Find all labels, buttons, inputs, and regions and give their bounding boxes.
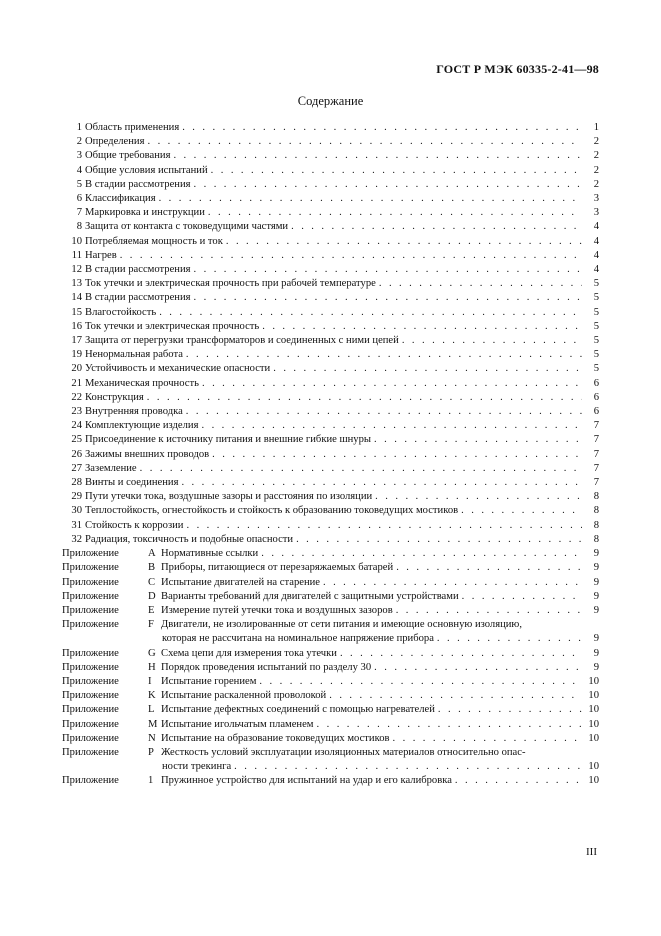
appendix-prefix: Приложение — [62, 718, 119, 730]
toc-appendix-entry[interactable] — [62, 718, 599, 732]
toc-leader-dots — [393, 732, 583, 746]
toc-appendix-entry[interactable] — [62, 746, 599, 760]
appendix-prefix: Приложение — [62, 576, 119, 588]
toc-entry-title: Присоединение к источнику питания и внешние гибкие шнуры — [85, 434, 372, 446]
toc-entry[interactable] — [62, 433, 599, 447]
toc-entry[interactable] — [62, 362, 599, 376]
toc-appendix-entry[interactable] — [62, 547, 599, 561]
toc-entry-number: 11 — [71, 249, 82, 261]
toc-leader-dots — [147, 391, 582, 405]
appendix-page: 10 — [588, 675, 599, 687]
appendix-title-continuation: которая не рассчитана на номинальное напряжение прибора — [162, 633, 434, 645]
toc-leader-dots — [461, 504, 582, 518]
toc-entry-page: 3 — [593, 207, 599, 219]
appendix-prefix: Приложение — [62, 647, 119, 659]
toc-entry-number: 24 — [71, 420, 82, 432]
toc-entry[interactable] — [62, 462, 599, 476]
toc-entry-page: 5 — [593, 363, 599, 375]
page-number: III — [586, 846, 597, 858]
toc-leader-dots — [374, 433, 582, 447]
appendix-letter: D — [148, 590, 156, 602]
toc-leader-dots — [340, 647, 582, 661]
appendix-page: 10 — [588, 732, 599, 744]
toc-entry[interactable] — [62, 149, 599, 163]
toc-entry-number: 12 — [71, 264, 82, 276]
toc-entry-page: 4 — [593, 249, 599, 261]
appendix-title: Испытание двигателей на старение — [161, 576, 320, 588]
appendix-title: Жесткость условий эксплуатации изоляционных материалов относительно опас- — [161, 746, 526, 758]
toc-leader-dots — [201, 419, 582, 433]
toc-entry[interactable] — [62, 235, 599, 249]
toc-entry-page: 7 — [593, 462, 599, 474]
toc-entry-number: 17 — [71, 335, 82, 347]
toc-entry[interactable] — [62, 277, 599, 291]
toc-entry-title: Потребляемая мощность и ток — [85, 235, 223, 247]
appendix-title: Испытание горением — [161, 675, 257, 687]
appendix-title: Испытание на образование токоведущих мостиков — [161, 732, 390, 744]
toc-entry[interactable] — [62, 121, 599, 135]
appendix-letter: 1 — [148, 775, 154, 787]
toc-leader-dots — [259, 675, 582, 689]
toc-entry-page: 5 — [593, 278, 599, 290]
toc-entry[interactable] — [62, 504, 599, 518]
toc-entry[interactable] — [62, 192, 599, 206]
appendix-prefix: Приложение — [62, 562, 119, 574]
appendix-letter: K — [148, 690, 156, 702]
toc-entry-page: 8 — [593, 491, 599, 503]
toc-leader-dots — [159, 192, 582, 206]
toc-entry-number: 4 — [76, 164, 82, 176]
toc-entry-page: 4 — [593, 235, 599, 247]
toc-leader-dots — [317, 718, 582, 732]
appendix-prefix: Приложение — [62, 661, 119, 673]
appendix-page: 9 — [593, 647, 599, 659]
toc-entry-title: Защита от контакта с токоведущими частями — [85, 221, 289, 233]
toc-entry-number: 29 — [71, 491, 82, 503]
document-code: ГОСТ Р МЭК 60335-2-41—98 — [436, 62, 599, 76]
toc-leader-dots — [226, 235, 582, 249]
toc-entry-number: 16 — [71, 320, 82, 332]
toc-entry-page: 2 — [593, 150, 599, 162]
toc-entry-title: В стадии рассмотрения — [85, 178, 191, 190]
toc-entry-number: 27 — [71, 462, 82, 474]
toc-entry-page: 7 — [593, 434, 599, 446]
appendix-page: 9 — [593, 576, 599, 588]
toc-leader-dots — [194, 263, 583, 277]
toc-entry-page: 7 — [593, 477, 599, 489]
toc-entry-page: 6 — [593, 391, 599, 403]
toc-entry-title: Влагостойкость — [85, 306, 157, 318]
toc-entry[interactable] — [62, 320, 599, 334]
toc-leader-dots — [437, 632, 582, 646]
toc-entry-number: 13 — [71, 278, 82, 290]
appendix-title: Нормативные ссылки — [161, 548, 259, 560]
toc-entry-number: 3 — [76, 150, 82, 162]
toc-entry-title: Общие условия испытаний — [85, 164, 208, 176]
toc-entry-page: 4 — [593, 264, 599, 276]
table-of-contents — [62, 121, 599, 789]
toc-entry-page: 6 — [593, 406, 599, 418]
toc-entry-title: Теплостойкость, огнестойкость и стойкость к образованию токоведущих мостиков — [85, 505, 459, 517]
toc-entry-title: Механическая прочность — [85, 377, 199, 389]
toc-leader-dots — [120, 249, 582, 263]
appendix-letter: L — [148, 704, 155, 716]
toc-entry-page: 2 — [593, 136, 599, 148]
toc-entry-number: 15 — [71, 306, 82, 318]
toc-leader-dots — [181, 476, 582, 490]
toc-entry-page: 2 — [593, 178, 599, 190]
toc-appendix-entry[interactable] — [62, 774, 599, 788]
appendix-page: 9 — [593, 562, 599, 574]
toc-entry-title: Винты и соединения — [85, 477, 179, 489]
toc-leader-dots — [291, 220, 582, 234]
toc-entry-page: 7 — [593, 448, 599, 460]
appendix-letter: A — [148, 548, 156, 560]
toc-leader-dots — [396, 604, 582, 618]
toc-entry[interactable] — [62, 220, 599, 234]
toc-entry-title: Ненормальная работа — [85, 349, 183, 361]
appendix-letter: F — [148, 619, 154, 631]
toc-entry[interactable] — [62, 533, 599, 547]
toc-entry[interactable] — [62, 135, 599, 149]
toc-leader-dots — [455, 774, 582, 788]
appendix-title: Измерение путей утечки тока и воздушных зазоров — [161, 604, 393, 616]
toc-entry[interactable] — [62, 519, 599, 533]
toc-appendix-entry[interactable] — [62, 732, 599, 746]
toc-entry-number: 22 — [71, 391, 82, 403]
toc-entry-number: 21 — [71, 377, 82, 389]
toc-entry-title: Конструкция — [85, 391, 144, 403]
toc-leader-dots — [212, 448, 582, 462]
appendix-title: Варианты требований для двигателей с защитными устройствами — [161, 590, 459, 602]
appendix-title: Приборы, питающиеся от перезаряжаемых батарей — [161, 562, 394, 574]
toc-entry-page: 8 — [593, 533, 599, 545]
appendix-prefix: Приложение — [62, 690, 119, 702]
toc-entry-number: 20 — [71, 363, 82, 375]
toc-entry[interactable] — [62, 249, 599, 263]
toc-entry-page: 3 — [593, 193, 599, 205]
toc-entry[interactable] — [62, 206, 599, 220]
toc-entry-title: Зажимы внешних проводов — [85, 448, 210, 460]
toc-leader-dots — [173, 149, 582, 163]
toc-appendix-entry[interactable] — [62, 675, 599, 689]
toc-appendix-entry[interactable] — [62, 689, 599, 703]
appendix-prefix: Приложение — [62, 548, 119, 560]
toc-leader-dots — [379, 277, 582, 291]
appendix-page: 9 — [593, 661, 599, 673]
appendix-letter: B — [148, 562, 156, 574]
toc-entry[interactable] — [62, 334, 599, 348]
toc-entry-title: Устойчивость и механические опасности — [85, 363, 271, 375]
toc-appendix-continuation — [62, 760, 599, 774]
toc-leader-dots — [186, 405, 582, 419]
appendix-prefix: Приложение — [62, 675, 119, 687]
toc-leader-dots — [194, 178, 583, 192]
appendix-prefix: Приложение — [62, 775, 119, 787]
toc-entry-title: Общие требования — [85, 150, 171, 162]
toc-leader-dots — [375, 490, 582, 504]
toc-appendix-entry[interactable] — [62, 703, 599, 717]
toc-leader-dots — [182, 121, 582, 135]
appendix-title: Двигатели, не изолированные от сети питания и имеющие основную изоляцию, — [161, 619, 522, 631]
toc-entry-number: 31 — [71, 519, 82, 531]
appendix-title: Испытание раскаленной проволокой — [161, 690, 327, 702]
appendix-prefix: Приложение — [62, 619, 119, 631]
toc-leader-dots — [462, 590, 582, 604]
toc-entry-number: 23 — [71, 406, 82, 418]
toc-entry[interactable] — [62, 164, 599, 178]
appendix-page: 10 — [588, 775, 599, 787]
appendix-letter: C — [148, 576, 156, 588]
toc-entry-page: 8 — [593, 505, 599, 517]
appendix-letter: G — [148, 647, 156, 659]
toc-entry[interactable] — [62, 306, 599, 320]
toc-entry-title: Область применения — [85, 122, 180, 133]
toc-leader-dots — [262, 320, 582, 334]
appendix-page: 10 — [588, 761, 599, 773]
appendix-page: 9 — [593, 590, 599, 602]
toc-leader-dots — [234, 760, 582, 774]
appendix-letter: P — [148, 746, 154, 758]
toc-leader-dots — [194, 291, 583, 305]
toc-entry-page: 4 — [593, 221, 599, 233]
toc-entry-number: 14 — [71, 292, 82, 304]
toc-appendix-entry[interactable] — [62, 561, 599, 575]
toc-entry-title: Определения — [85, 136, 145, 148]
appendix-title: Испытание дефектных соединений с помощью нагревателей — [161, 704, 435, 716]
toc-leader-dots — [186, 519, 582, 533]
toc-entry-page: 5 — [593, 320, 599, 332]
toc-entry-page: 6 — [593, 377, 599, 389]
appendix-title: Испытание игольчатым пламенем — [161, 718, 314, 730]
appendix-prefix: Приложение — [62, 604, 119, 616]
toc-entry-page: 5 — [593, 335, 599, 347]
toc-entry-page: 1 — [593, 122, 599, 133]
toc-leader-dots — [159, 306, 582, 320]
toc-leader-dots — [140, 462, 582, 476]
toc-leader-dots — [211, 164, 582, 178]
toc-entry-title: Маркировка и инструкции — [85, 207, 205, 219]
toc-entry-number: 28 — [71, 477, 82, 489]
toc-entry[interactable] — [62, 476, 599, 490]
toc-entry-number: 30 — [71, 505, 82, 517]
toc-entry-title: Нагрев — [85, 249, 117, 261]
toc-entry-number: 6 — [76, 193, 82, 205]
toc-appendix-entry[interactable] — [62, 647, 599, 661]
appendix-letter: M — [148, 718, 158, 730]
toc-entry-number: 10 — [71, 235, 82, 247]
toc-entry-number: 7 — [76, 207, 82, 219]
toc-entry-number: 5 — [76, 178, 82, 190]
toc-leader-dots — [296, 533, 582, 547]
toc-entry-number: 2 — [76, 136, 82, 148]
appendix-prefix: Приложение — [62, 704, 119, 716]
toc-appendix-entry[interactable] — [62, 618, 599, 632]
toc-leader-dots — [396, 561, 582, 575]
toc-entry-number: 25 — [71, 434, 82, 446]
toc-entry-title: Защита от перегрузки трансформаторов и соединенных с ними цепей — [85, 335, 399, 347]
toc-entry-title: Комплектующие изделия — [85, 420, 199, 432]
toc-entry-number: 19 — [71, 349, 82, 361]
toc-appendix-continuation — [62, 632, 599, 646]
toc-entry-title: Внутренняя проводка — [85, 406, 183, 418]
toc-entry-page: 5 — [593, 292, 599, 304]
toc-entry-number: 26 — [71, 448, 82, 460]
toc-entry-page: 7 — [593, 420, 599, 432]
toc-leader-dots — [202, 377, 582, 391]
toc-appendix-entry[interactable] — [62, 661, 599, 675]
toc-entry[interactable] — [62, 490, 599, 504]
toc-entry-number: 8 — [76, 221, 82, 233]
appendix-letter: N — [148, 732, 156, 744]
appendix-title-continuation: ности трекинга — [162, 761, 232, 773]
toc-entry-title: Ток утечки и электрическая прочность — [85, 320, 260, 332]
toc-entry[interactable] — [62, 391, 599, 405]
toc-leader-dots — [374, 661, 582, 675]
toc-entry-title: Ток утечки и электрическая прочность при рабочей температуре — [85, 278, 376, 290]
appendix-prefix: Приложение — [62, 746, 119, 758]
toc-entry-page: 5 — [593, 349, 599, 361]
toc-leader-dots — [147, 135, 582, 149]
toc-entry[interactable] — [62, 291, 599, 305]
toc-entry-title: Радиация, токсичность и подобные опасности — [85, 533, 294, 545]
toc-entry-title: Заземление — [85, 462, 137, 474]
appendix-letter: H — [148, 661, 156, 673]
toc-leader-dots — [329, 689, 582, 703]
toc-entry[interactable] — [62, 348, 599, 362]
toc-entry-page: 2 — [593, 164, 599, 176]
appendix-page: 10 — [588, 718, 599, 730]
toc-entry-title: В стадии рассмотрения — [85, 292, 191, 304]
toc-entry-title: Стойкость к коррозии — [85, 519, 184, 531]
toc-entry[interactable] — [62, 263, 599, 277]
toc-leader-dots — [261, 547, 582, 561]
appendix-prefix: Приложение — [62, 732, 119, 744]
toc-entry[interactable] — [62, 405, 599, 419]
toc-entry-title: В стадии рассмотрения — [85, 264, 191, 276]
appendix-prefix: Приложение — [62, 590, 119, 602]
toc-entry-page: 8 — [593, 519, 599, 531]
toc-leader-dots — [438, 703, 582, 717]
appendix-letter: E — [148, 604, 155, 616]
toc-entry-number: 32 — [71, 533, 82, 545]
toc-leader-dots — [402, 334, 582, 348]
appendix-title: Схема цепи для измерения тока утечки — [161, 647, 337, 659]
toc-title: Содержание — [297, 94, 364, 108]
appendix-letter: I — [148, 675, 152, 687]
toc-entry[interactable] — [62, 178, 599, 192]
toc-entry[interactable] — [62, 448, 599, 462]
appendix-page: 10 — [588, 690, 599, 702]
toc-leader-dots — [273, 362, 582, 376]
toc-entry-title: Классификация — [85, 193, 156, 205]
toc-entry-number: 1 — [76, 122, 82, 133]
toc-leader-dots — [208, 206, 582, 220]
appendix-page: 10 — [588, 704, 599, 716]
toc-entry-title: Пути утечки тока, воздушные зазоры и расстояния по изоляции — [85, 491, 373, 503]
toc-entry[interactable] — [62, 419, 599, 433]
appendix-page: 9 — [593, 548, 599, 560]
toc-leader-dots — [323, 576, 582, 590]
appendix-page: 9 — [593, 633, 599, 645]
appendix-title: Пружинное устройство для испытаний на удар и его калибровка — [161, 775, 452, 787]
appendix-title: Порядок проведения испытаний по разделу 30 — [161, 661, 372, 673]
toc-leader-dots — [186, 348, 582, 362]
toc-entry[interactable] — [62, 377, 599, 391]
toc-entry-page: 5 — [593, 306, 599, 318]
toc-appendix-entry[interactable] — [62, 604, 599, 618]
toc-appendix-entry[interactable] — [62, 576, 599, 590]
toc-appendix-entry[interactable] — [62, 590, 599, 604]
appendix-page: 9 — [593, 604, 599, 616]
